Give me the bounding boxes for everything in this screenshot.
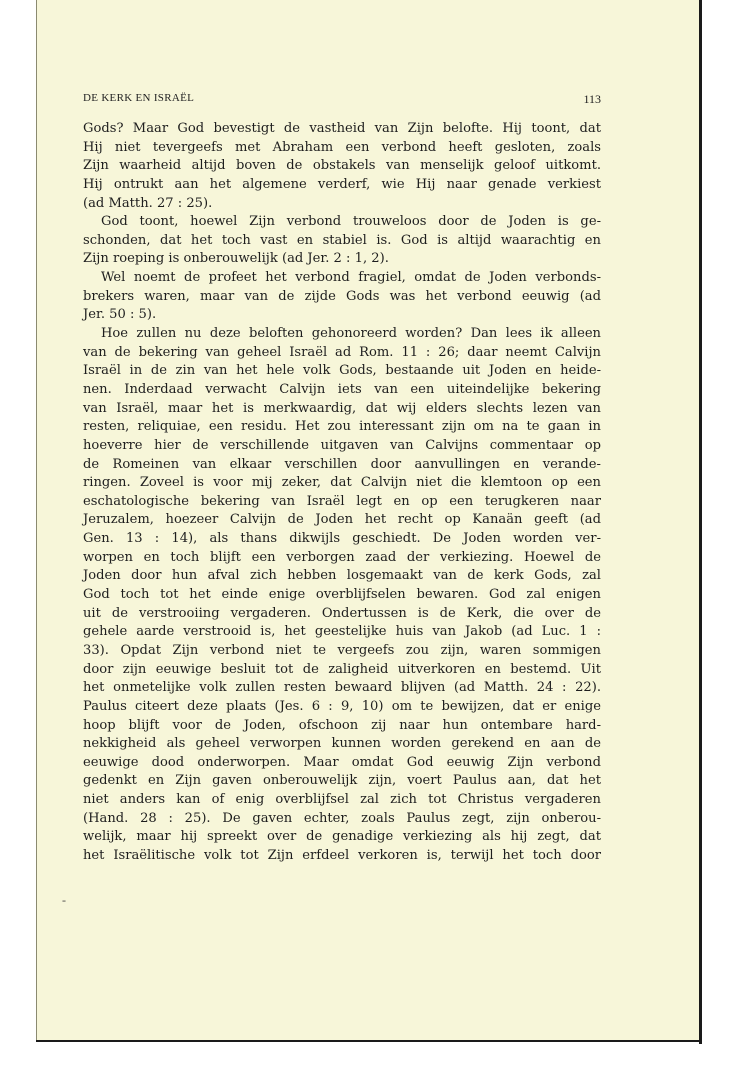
text-line: het Israëlitische volk tot Zijn erfdeel verkoren is, terwijl het toch door [83, 847, 601, 863]
text-line: de Romeinen van elkaar verschillen door aanvullingen en verande- [83, 456, 601, 472]
text-line: schonden, dat het toch vast en stabiel is. God is altijd waarachtig en [83, 232, 601, 248]
text-line: eschatologische bekering van Israël legt en op een terugkeren naar [83, 493, 601, 509]
text-line: Hoe zullen nu deze beloften gehonoreerd worden? Dan lees ik alleen [101, 326, 601, 342]
text-line: hoop blijft voor de Joden, ofschoon zij naar hun ontembare hard- [83, 717, 601, 733]
margin-mark: - [62, 893, 66, 907]
text-line: gedenkt en Zijn gaven onberouwelijk zijn, voert Paulus aan, dat het [83, 773, 601, 789]
text-line: hoeverre hier de verschillende uitgaven van Calvijns commentaar op [83, 437, 601, 453]
text-line: brekers waren, maar van de zijde Gods was het verbond eeuwig (ad [83, 288, 601, 304]
text-line: nekkigheid als geheel verworpen kunnen worden gerekend en aan de [83, 736, 601, 752]
text-line: van Israël, maar het is merkwaardig, dat wij elders slechts lezen van [83, 400, 601, 416]
text-line: resten, reliquiae, een residu. Het zou interessant zijn om na te gaan in [83, 419, 601, 435]
text-line: van de bekering van geheel Israël ad Rom. 11 : 26; daar neemt Calvijn [83, 344, 601, 360]
text-line: Hij niet tevergeefs met Abraham een verbond heeft gesloten, zoals [83, 139, 601, 155]
running-header [83, 92, 601, 108]
text-line: worpen en toch blijft een verborgen zaad der verkiezing. Hoewel de [83, 549, 601, 565]
text-line: (ad Matth. 27 : 25). [83, 195, 213, 211]
text-line: nen. Inderdaad verwacht Calvijn iets van een uiteindelijke bekering [83, 381, 601, 397]
text-line: Gen. 13 : 14), als thans dikwijls geschiedt. De Joden worden ver- [83, 531, 601, 547]
text-line: 33). Opdat Zijn verbond niet te vergeefs zou zijn, waren sommigen [83, 642, 601, 658]
text-line: door zijn eeuwige besluit tot de zaligheid uitverkoren en bestemd. Uit [83, 661, 601, 677]
text-line: eeuwige dood onderworpen. Maar omdat God eeuwig Zijn verbond [83, 754, 601, 770]
text-line: Gods? Maar God bevestigt de vastheid van Zijn belofte. Hij toont, dat [83, 121, 601, 136]
running-title: DE KERK EN ISRAËL [83, 92, 195, 104]
text-line: Hij ontrukt aan het algemene verderf, wie Hij naar genade verkiest [83, 176, 601, 192]
text-line: welijk, maar hij spreekt over de genadige verkiezing als hij zegt, dat [83, 829, 601, 845]
text-line: niet anders kan of enig overblijfsel zal zich tot Christus vergaderen [83, 792, 601, 808]
page-right-edge [699, 0, 702, 1044]
text-line: God toont, hoewel Zijn verbond trouweloos door de Joden is ge- [101, 214, 601, 230]
body-text [83, 120, 601, 866]
text-line: Joden door hun afval zich hebben losgemaakt van de kerk Gods, zal [83, 568, 601, 584]
text-line: gehele aarde verstrooid is, het geestelijke huis van Jakob (ad Luc. 1 : [83, 624, 601, 640]
text-line: Jer. 50 : 5). [83, 307, 157, 323]
text-line: Jeruzalem, hoezeer Calvijn de Joden het recht op Kanaän geeft (ad [83, 512, 601, 528]
text-line: ringen. Zoveel is voor mij zeker, dat Calvijn niet die klemtoon op een [83, 475, 601, 491]
page-bottom-edge [36, 1040, 702, 1042]
text-line: Zijn waarheid altijd boven de obstakels van menselijk geloof uitkomt. [83, 158, 601, 174]
text-line: Paulus citeert deze plaats (Jes. 6 : 9, 10) om te bewijzen, dat er enige [83, 698, 601, 714]
text-line: Israël in de zin van het hele volk Gods, bestaande uit Joden en heide- [83, 363, 601, 379]
page-number: 113 [583, 92, 601, 106]
text-line: God toch tot het einde enige overblijfselen bewaren. God zal enigen [83, 587, 601, 603]
text-line: het onmetelijke volk zullen resten bewaard blijven (ad Matth. 24 : 22). [83, 680, 601, 696]
text-line: uit de verstrooiing vergaderen. Ondertussen is de Kerk, die over de [83, 605, 601, 621]
page-left-edge [36, 0, 37, 1042]
text-line: (Hand. 28 : 25). De gaven echter, zoals Paulus zegt, zijn onberou- [83, 810, 601, 826]
text-line: Zijn roeping is onberouwelijk (ad Jer. 2 : 1, 2). [83, 251, 389, 267]
text-line: Wel noemt de profeet het verbond fragiel, omdat de Joden verbonds- [101, 270, 601, 286]
